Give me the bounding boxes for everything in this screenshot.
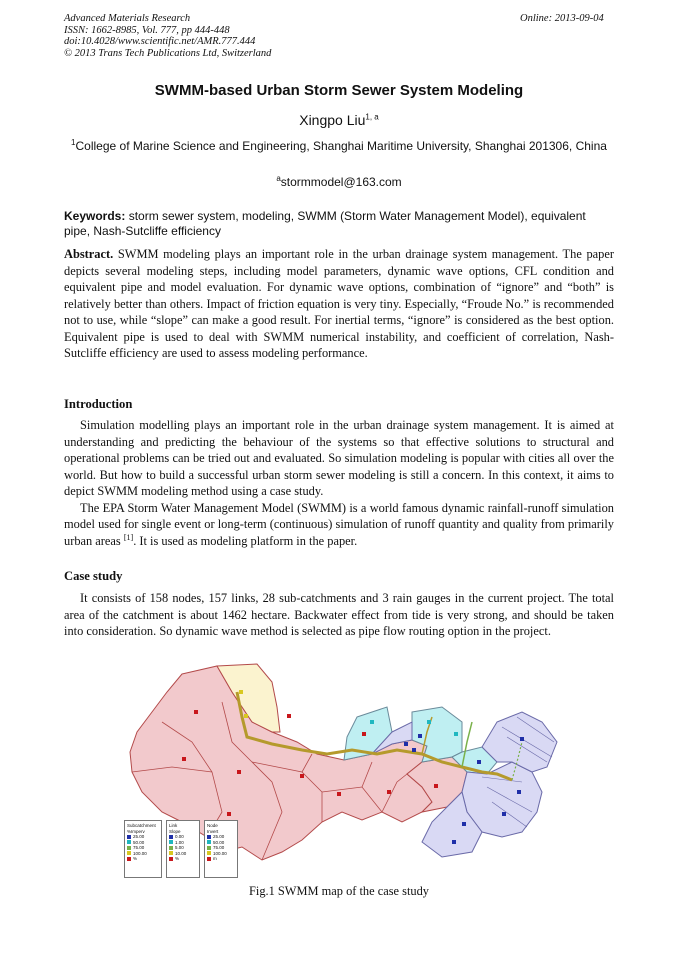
copyright-line: © 2013 Trans Tech Publications Ltd, Switzerland: [64, 47, 272, 59]
legend-unit: %: [175, 856, 180, 861]
legend-link-title: Link: [169, 823, 178, 828]
intro-p2-text: The EPA Storm Water Management Model (SWMM) is a world famous dynamic rainfall-runoff simulation model used for single event or long-term (continuous) simulation of runoff quantity and quality from primarily urban areas: [64, 500, 614, 548]
abstract-text: SWMM modeling plays an important role in the urban drainage system management. The paper depicts several modeling steps, including model parameters, dynamic wave options, CFL condition and equivalent pipe and model evaluation. For dynamic wave options, combination of “ignore” and “both” is relatively better than others. Impact of friction equation is very tiny. Especially, “Froude No.” is recommended not to use, while “slope” can make a good result. For inertial terms, “ignore” is considered as the best option. Equivalent pipe is used to deal with SWMM numerical instability, and coefficient of correlation, Nash-Sutcliffe efficiency are used to assess modeling performance.: [64, 247, 614, 360]
legend-value: 0.00: [175, 834, 184, 839]
legend-value: 50.00: [133, 839, 145, 845]
legend-row: [127, 856, 159, 862]
legend-node-title: Node: [207, 823, 218, 828]
abstract-paragraph: [64, 246, 614, 362]
keywords: [64, 209, 614, 238]
keywords-text: storm sewer system, modeling, SWMM (Storm Water Management Model), equivalent pipe, Nash-Sutcliffe efficiency: [64, 209, 586, 238]
introduction-paragraph-2: [64, 500, 614, 550]
affiliation: [64, 138, 614, 154]
legend-value: 75.00: [133, 845, 145, 850]
legend-node: [204, 820, 238, 878]
legend-value: 50.00: [213, 839, 225, 845]
legend-value: 10.00: [175, 850, 187, 856]
legend-value: 25.00: [213, 834, 225, 839]
legend-unit: m: [213, 856, 217, 861]
case-study-body: [64, 590, 614, 640]
issn-line: ISSN: 1662-8985, Vol. 777, pp 444-448: [64, 24, 230, 36]
legend-value: 100.00: [133, 850, 147, 856]
keywords-label: Keywords:: [64, 209, 126, 223]
legend-link-subtitle: Slope: [169, 828, 181, 834]
introduction-body: [64, 417, 614, 549]
legend-value: 100.00: [213, 850, 227, 856]
legend-value: 1.00: [175, 839, 184, 845]
legend-row: [169, 856, 197, 862]
running-header: [64, 13, 271, 59]
doi-line: doi:10.4028/www.scientific.net/AMR.777.444: [64, 36, 256, 48]
case-study-heading: Case study: [64, 569, 123, 583]
email-sup: a: [276, 174, 281, 183]
author-sup: 1, a: [365, 112, 379, 122]
legend-unit: %: [133, 856, 138, 861]
legend-value: 25.00: [133, 834, 145, 839]
email-address: stormmodel@163.com: [280, 175, 402, 189]
abstract: [64, 246, 614, 362]
legend-row: [207, 856, 235, 862]
legend-subcatchment-subtitle: %Imperv: [127, 828, 145, 834]
case-study-paragraph: It consists of 158 nodes, 157 links, 28 sub-catchments and 3 rain gauges in the current project. The total area of the catchment is about 1462 hectare. Backwater effect from tide is very strong, and should be taken into consideration. So dynamic wave method is selected as pipe flow routing option in the project.: [64, 591, 614, 638]
intro-p2-end: . It is used as modeling platform in the paper.: [133, 533, 358, 548]
email-line: [0, 175, 678, 189]
author-line: [0, 112, 678, 128]
legend-node-subtitle: Invert: [207, 828, 219, 834]
legend-value: 5.00: [175, 845, 184, 850]
legend-subcatchment-title: Subcatchment: [127, 823, 156, 828]
author-name: Xingpo Liu: [299, 112, 366, 128]
legend-subcatchment: [124, 820, 162, 878]
legend-value: 75.00: [213, 845, 225, 850]
introduction-paragraph-1: Simulation modelling plays an important role in the urban drainage system management. It is aimed at understanding and predicting the behaviour of the systems so that effective solutions to structural and operational problems can be tried out and evaluated. So simulation modeling is popular with cities all over the world. But how to build a successful urban storm sewer modeling is still a concern. In this context, it aims to depict SWMM modeling method using a case study.: [64, 418, 614, 498]
journal-name: Advanced Materials Research: [64, 13, 191, 24]
legend-link: [166, 820, 200, 878]
citation-ref: [1]: [123, 532, 134, 542]
affiliation-text: College of Marine Science and Engineering, Shanghai Maritime University, Shanghai 201306, China: [75, 139, 607, 153]
affiliation-sup: 1: [71, 138, 76, 147]
swmm-map-figure: [122, 662, 562, 882]
abstract-label: Abstract.: [64, 247, 114, 261]
figure-caption: Fig.1 SWMM map of the case study: [249, 884, 429, 898]
paper-title: SWMM-based Urban Storm Sewer System Modeling: [154, 82, 524, 99]
introduction-heading: Introduction: [64, 397, 133, 411]
online-date: Online: 2013-09-04: [520, 13, 604, 24]
